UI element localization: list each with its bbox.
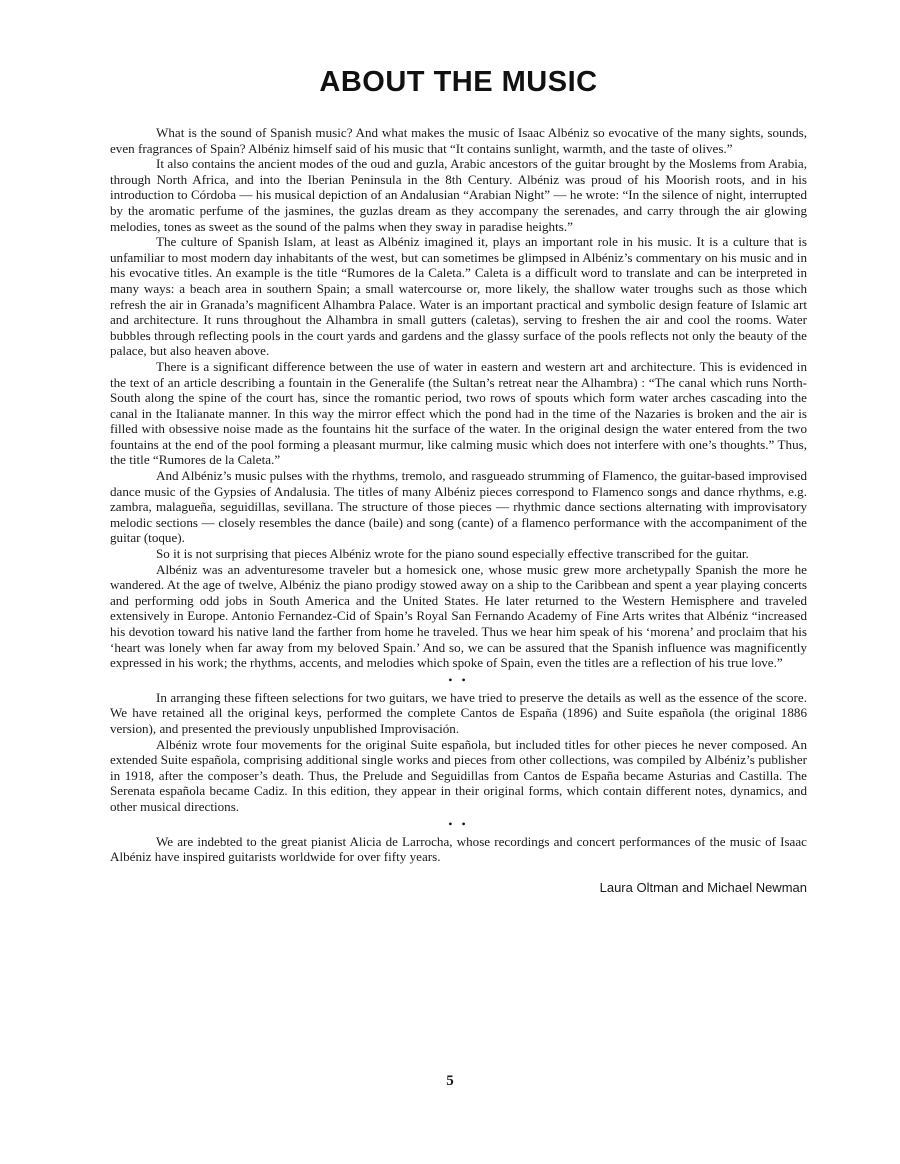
page-content — [110, 66, 807, 895]
paragraph-ancient-modes: It also contains the ancient modes of the oud and guzla, Arabic ancestors of the guitar brought by the Moslems from Arabia, through North Africa, and into the Iberian Peninsula in the 8th Century. Albéniz was proud of his Moorish roots, and in his introduction to Córdoba — his musical depiction of an Andalusian “Arabian Night” — he wrote: “In the silence of night, interrupted by the aromatic perfume of the jasmines, the guzlas dream as they accompany the serenades, and carry through the air glowing melodies, tones as sweet as the sound of the palms when they sway in paradise heights.” — [110, 156, 807, 234]
paragraph-water: There is a significant difference between the use of water in eastern and western art and architecture. This is evidenced in the text of an article describing a fountain in the Generalife (the Sultan’s retreat near the Alhambra) : “The canal which runs North-South along the spine of the court has, since the romantic period, two rows of spouts which form water arches cascading into the canal in the Italianate manner. In this way the mirror effect which the pond had in the time of the Nazaries is broken and the air is filled with obsessive noise made as the fountains hit the surface of the water. In the original design the water entered from the two fountains at the end of the pool forming a pleasant murmur, like calming music which does not interfere with one’s thoughts.” Thus, the title “Rumores de la Caleta.” — [110, 358, 807, 468]
author-signature: Laura Oltman and Michael Newman — [599, 879, 807, 895]
paragraph-flamenco: And Albéniz’s music pulses with the rhythms, tremolo, and rasgueado strumming of Flamenco, the guitar-based improvised dance music of the Gypsies of Andalusia. The titles of many Albéniz pieces correspond to Flamenco songs and dance rhythms, e.g. zambra, malagueña, seguidillas, sevillana. The structure of those pieces — rhythmic dance sections alternating with improvisatory melodic sections — closely resembles the dance (baile) and song (cante) of a flamenco performance with the accompaniment of the guitar (toque). — [110, 468, 807, 546]
page-title: ABOUT THE MUSIC — [319, 66, 598, 98]
paragraph-guitar: So it is not surprising that pieces Albéniz wrote for the piano sound especially effective transcribed for the guitar. — [156, 546, 749, 562]
paragraph-intro: What is the sound of Spanish music? And what makes the music of Isaac Albéniz so evocative of the many sights, sounds, even fragrances of Spain? Albéniz himself said of his music that “It contains sunlight, warmth, and the taste of olives.” — [110, 125, 807, 156]
paragraph-acknowledgement: We are indebted to the great pianist Alicia de Larrocha, whose recordings and concert performances of the music of Isaac Albéniz have inspired guitarists worldwide for over fifty years. — [110, 833, 807, 865]
paragraph-suite-espanola: Albéniz wrote four movements for the original Suite española, but included titles for other pieces he never composed. An extended Suite española, comprising additional single works and pieces from other collections, was compiled by Albéniz’s publisher in 1918, after the composer’s death. Thus, the Prelude and Seguidillas from Cantos de España became Asturias and Castilla. The Serenata española became Cadiz. In this edition, they appear in their original forms, which contain different notes, dynamics, and other musical directions. — [110, 736, 807, 814]
article-body — [110, 125, 807, 865]
section-separator-2: • • — [448, 816, 469, 831]
paragraph-arranging: In arranging these fifteen selections for two guitars, we have tried to preserve the details as well as the essence of the score. We have retained all the original keys, performed the complete Cantos de España (1896) and Suite española (the original 1886 version), and presented the previously unpublished Improvisación. — [110, 689, 807, 736]
paragraph-spanish-islam: The culture of Spanish Islam, at least as Albéniz imagined it, plays an important role in his music. It is a culture that is unfamiliar to most modern day inhabitants of the west, but can sometimes be glimpsed in Albéniz’s commentary on his music and in his evocative titles. An example is the title “Rumores de la Caleta.” Caleta is a difficult word to translate and can be interpreted in many ways: a beach area in southern Spain; a small watercourse or, more likely, the shallow water troughs such as those which refresh the air in Granada’s magnificent Alhambra Palace. Water is an important practical and symbolic design feature of Islamic art and architecture. It runs throughout the Alhambra in small gutters (caletas), serving to freshen the air and cool the rooms. Water bubbles through reflecting pools in the court yards and gardens and the glassy surface of the pools reflects not only the beauty of the palace, but also heaven above. — [110, 234, 807, 359]
section-separator-1: • • — [448, 672, 469, 687]
page-number: 5 — [446, 1073, 454, 1089]
paragraph-traveler: Albéniz was an adventuresome traveler but a homesick one, whose music grew more archetypally Spanish the more he wandered. At the age of twelve, Albéniz the piano prodigy stowed away on a ship to the Caribbean and spent a year playing concerts and performing odd jobs in South America and the United States. He later returned to the Western Hemisphere and traveled extensively in Europe. Antonio Fernandez-Cid of Spain’s Royal San Fernando Academy of Fine Arts writes that Albéniz “increased his devotion toward his native land the farther from home he traveled. Thus we hear him speak of his ‘morena’ and proclaim that his ‘heart was lonely when far away from my beloved Spain.’ And so, we can be assured that the Spanish influence was magnificently expressed in his work; the rhythms, accents, and melodies which spoke of Spain, even the titles are a reflection of his true love.” — [110, 561, 807, 671]
